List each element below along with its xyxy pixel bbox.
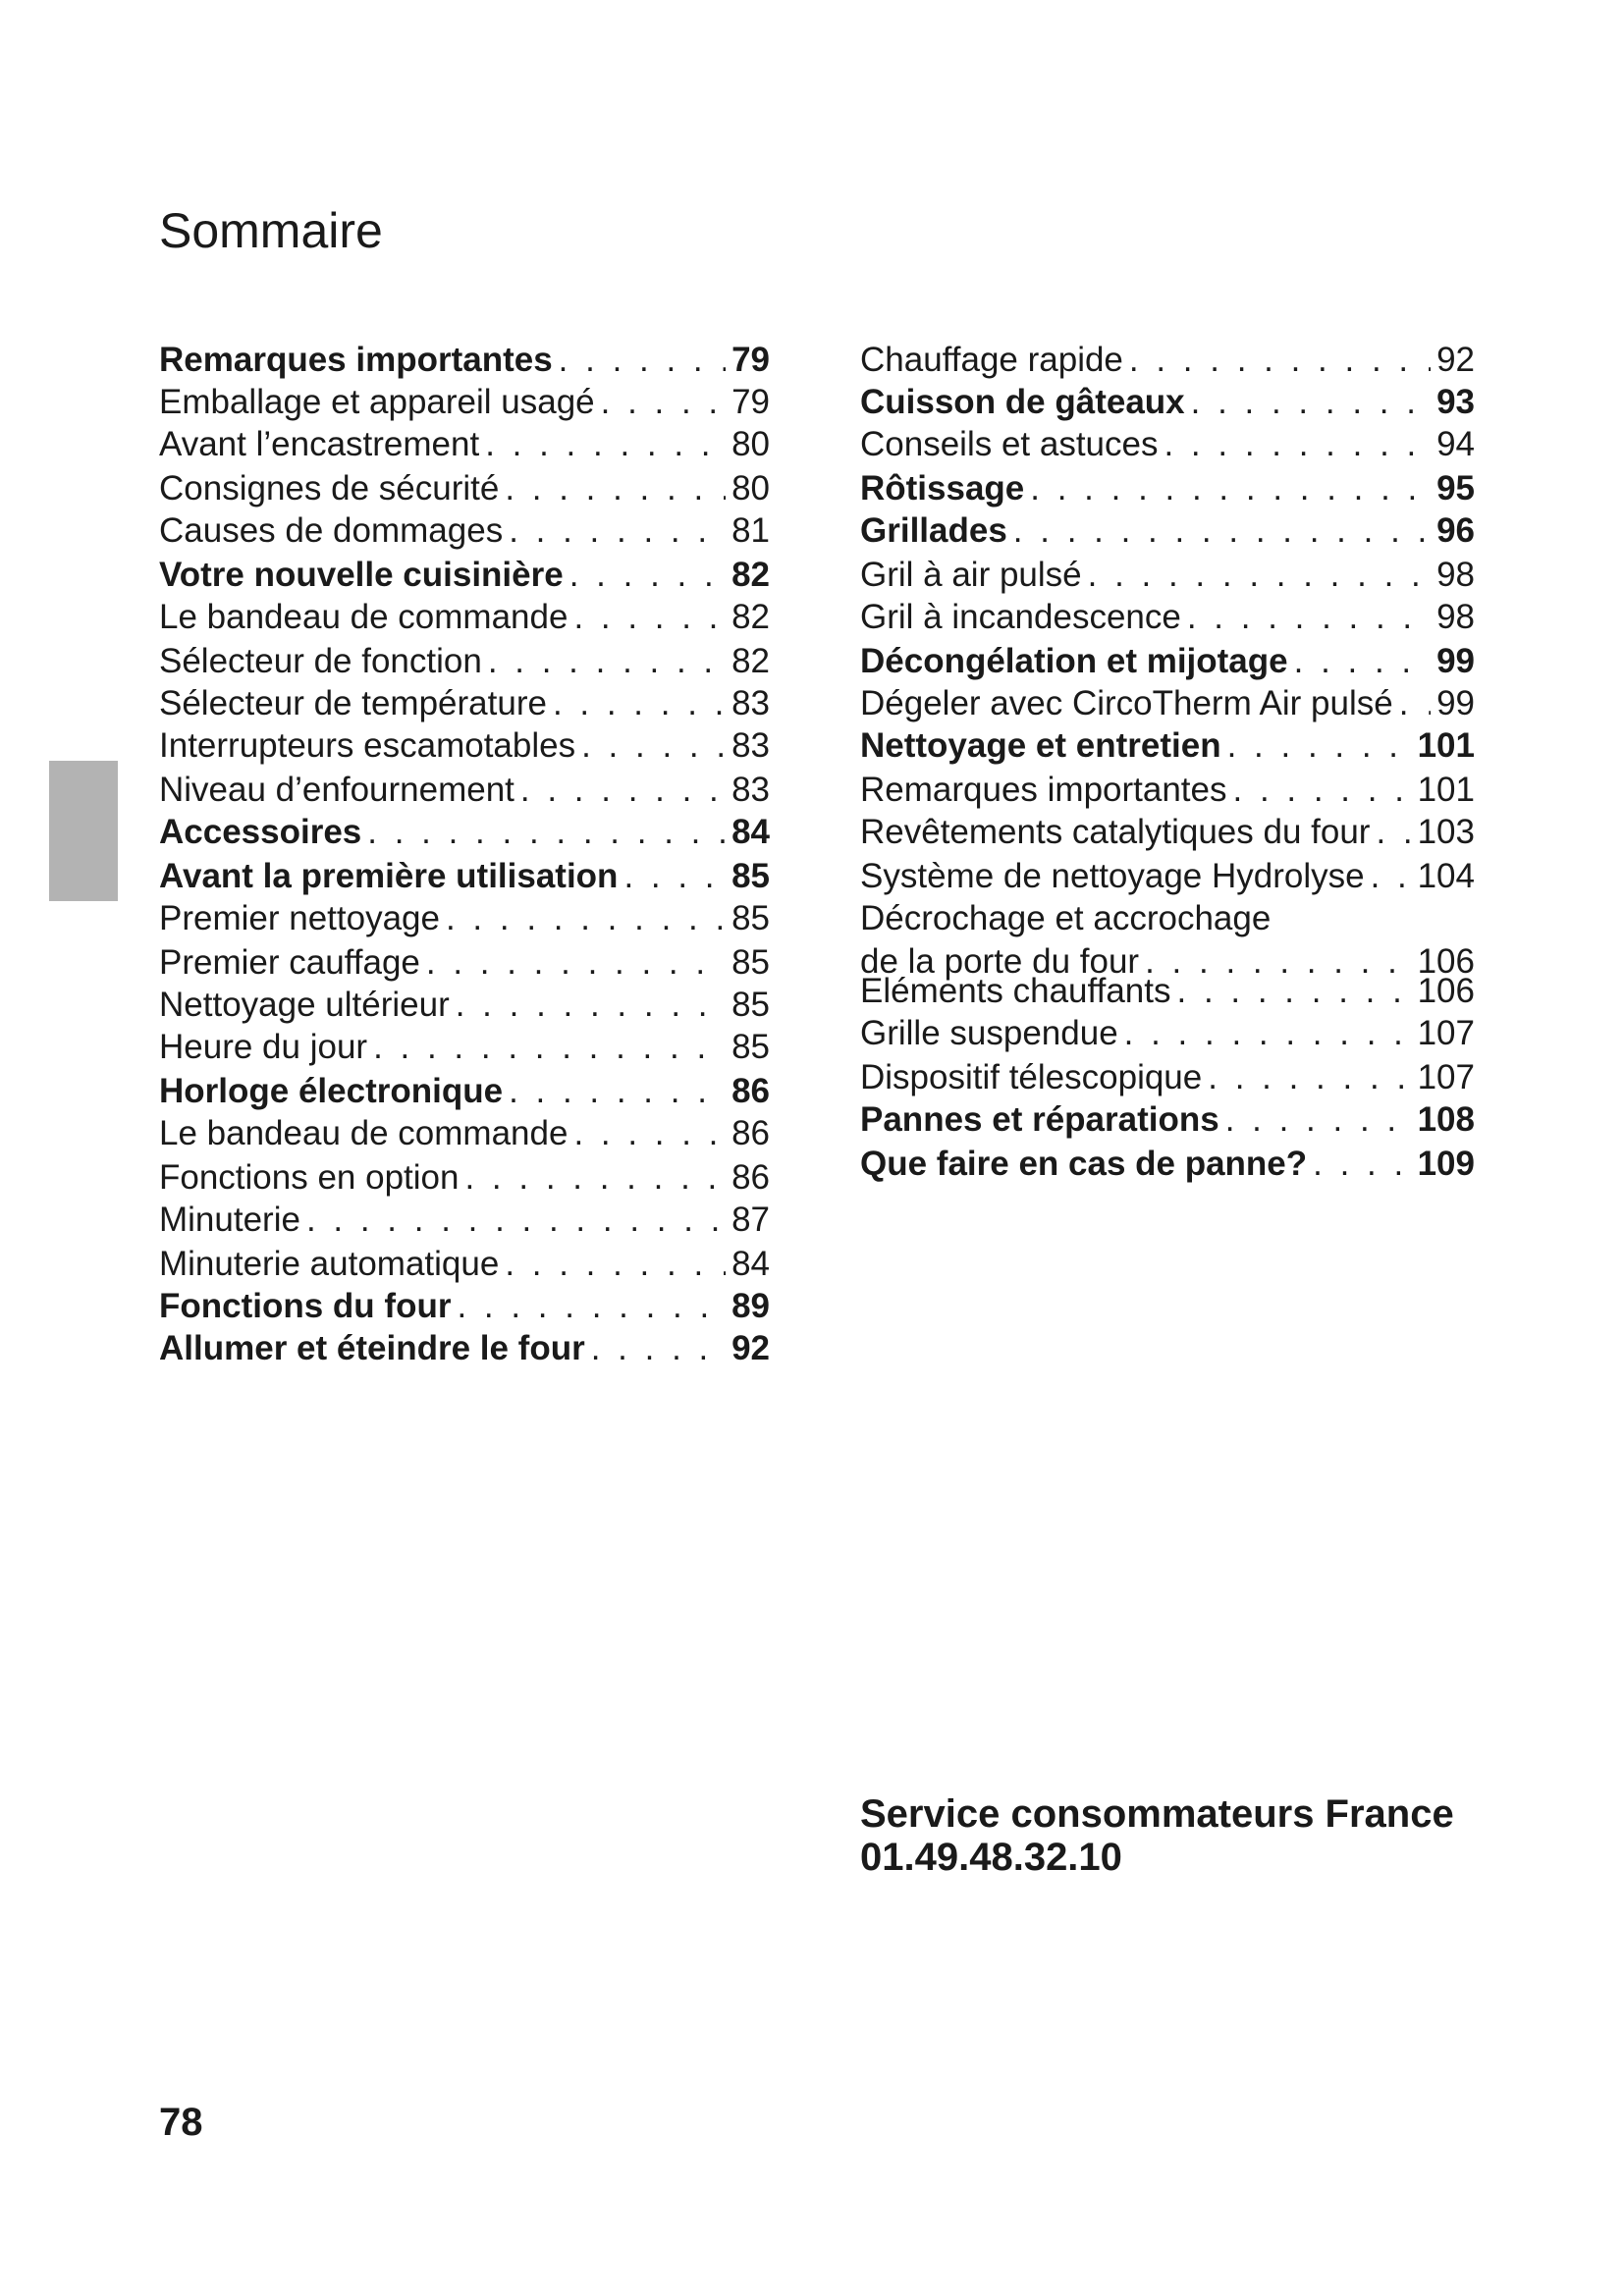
- toc-entry: [860, 554, 1475, 597]
- toc-entry-title: Niveau d’enfournement: [159, 771, 514, 809]
- toc-entry-title: Avant l’encastrement: [159, 425, 480, 463]
- toc-entry-title: Remarques importantes: [860, 771, 1227, 809]
- toc-entry: [860, 1143, 1475, 1186]
- toc-entry: [159, 596, 770, 639]
- toc-entry: [860, 769, 1475, 812]
- toc-entry-page: 107: [1417, 1014, 1475, 1052]
- toc-entry-title: Allumer et éteindre le four: [159, 1329, 585, 1367]
- toc-entry-page: 85: [731, 943, 770, 982]
- toc-entry: [159, 769, 770, 812]
- toc-entry-title: Conseils et astuces: [860, 425, 1159, 463]
- toc-leader-dots: [1030, 467, 1431, 510]
- toc-leader-dots: [373, 1026, 726, 1069]
- toc-entry-page: 99: [1436, 642, 1475, 680]
- toc-entry: [860, 1098, 1475, 1142]
- toc-entry-page: 106: [1417, 972, 1475, 1010]
- toc-leader-dots: [569, 554, 726, 597]
- toc-leader-dots: [1187, 596, 1431, 639]
- toc-entry-page: 79: [731, 383, 770, 421]
- toc-entry: [159, 724, 770, 768]
- toc-entry-page: 98: [1436, 598, 1475, 636]
- toc-entry-title: Gril à air pulsé: [860, 556, 1082, 594]
- toc-entry-page: 99: [1436, 684, 1475, 722]
- toc-entry: [159, 941, 770, 985]
- toc-entry-title: Eléments chauffants: [860, 972, 1171, 1010]
- toc-leader-dots: [1399, 682, 1431, 725]
- toc-leader-dots: [559, 339, 726, 382]
- toc-entry-title: Remarques importantes: [159, 341, 553, 379]
- toc-leader-dots: [573, 1112, 726, 1155]
- toc-leader-dots: [1129, 339, 1431, 382]
- toc-entry: [860, 1056, 1475, 1099]
- toc-entry-title: Fonctions du four: [159, 1287, 452, 1325]
- toc-entry: [860, 682, 1475, 725]
- toc-leader-dots: [1376, 811, 1411, 854]
- toc-entry: [860, 855, 1475, 898]
- toc-entry-title: Chauffage rapide: [860, 341, 1123, 379]
- customer-service-block: [860, 1792, 1454, 1879]
- toc-entry: [159, 1112, 770, 1155]
- page-title: Sommaire: [159, 203, 383, 258]
- toc-leader-dots: [1313, 1143, 1411, 1186]
- toc-entry-page: 92: [731, 1329, 770, 1367]
- toc-entry: [159, 984, 770, 1027]
- toc-entry-title: Dispositif télescopique: [860, 1058, 1203, 1096]
- toc-entry-page: 86: [731, 1114, 770, 1152]
- toc-entry-page: 101: [1417, 771, 1475, 809]
- toc-entry-page: 93: [1436, 383, 1475, 421]
- toc-leader-dots: [367, 811, 726, 854]
- toc-entry: [860, 339, 1475, 382]
- toc-leader-dots: [426, 941, 726, 985]
- toc-entry: [159, 897, 770, 940]
- toc-entry: [159, 640, 770, 683]
- toc-entry-title: Consignes de sécurité: [159, 469, 500, 507]
- toc-entry-page: 83: [731, 684, 770, 722]
- toc-entry-title: Gril à incandescence: [860, 598, 1181, 636]
- toc-entry-title: Grille suspendue: [860, 1014, 1118, 1052]
- toc-entry: [159, 1156, 770, 1200]
- customer-service-label: Service consommateurs France: [860, 1792, 1454, 1836]
- toc-entry: [860, 381, 1475, 424]
- toc-entry-page: 85: [731, 1028, 770, 1066]
- toc-entry: [860, 724, 1475, 768]
- toc-entry: [860, 423, 1475, 466]
- toc-entry-page: 82: [731, 598, 770, 636]
- toc-entry-title: Heure du jour: [159, 1028, 368, 1066]
- toc-entry: [860, 970, 1475, 1013]
- toc-leader-dots: [573, 596, 726, 639]
- toc-leader-dots: [509, 509, 726, 553]
- toc-entry-page: 86: [731, 1072, 770, 1110]
- toc-entry-title-continued: de la porte du four: [860, 942, 1140, 981]
- toc-entry: [159, 467, 770, 510]
- toc-entry-title: Premier cauffage: [159, 943, 420, 982]
- toc-entry-page: 84: [731, 1245, 770, 1283]
- toc-leader-dots: [509, 1070, 726, 1113]
- toc-entry-page: 80: [731, 469, 770, 507]
- toc-entry-title: Avant la première utilisation: [159, 857, 619, 895]
- toc-entry: [159, 554, 770, 597]
- toc-entry-page: 80: [731, 425, 770, 463]
- toc-leader-dots: [1088, 554, 1431, 597]
- toc-entry: [860, 509, 1475, 553]
- toc-entry: [860, 596, 1475, 639]
- toc-leader-dots: [485, 423, 726, 466]
- toc-leader-dots: [1371, 855, 1412, 898]
- toc-entry: [159, 423, 770, 466]
- toc-entry: [159, 855, 770, 898]
- toc-entry-title: Emballage et appareil usagé: [159, 383, 595, 421]
- toc-entry-title: Rôtissage: [860, 469, 1025, 507]
- toc-entry-title: Sélecteur de température: [159, 684, 547, 722]
- toc-entry: [159, 682, 770, 725]
- toc-entry-title: Horloge électronique: [159, 1072, 504, 1110]
- toc-entry-page: 106: [1417, 942, 1475, 981]
- toc-entry: [860, 1012, 1475, 1055]
- toc-entry-page: 83: [731, 726, 770, 765]
- toc-entry: [159, 1243, 770, 1286]
- toc-entry: [159, 509, 770, 553]
- toc-entry-page: 101: [1417, 726, 1475, 765]
- toc-entry-page: 107: [1417, 1058, 1475, 1096]
- toc-entry-page: 103: [1417, 813, 1475, 851]
- toc-leader-dots: [456, 984, 726, 1027]
- toc-entry-title: Le bandeau de commande: [159, 598, 568, 636]
- toc-entry-page: 84: [731, 813, 770, 851]
- toc-entry-title: Revêtements catalytiques du four: [860, 813, 1371, 851]
- toc-entry-title: Premier nettoyage: [159, 899, 440, 937]
- toc-leader-dots: [1227, 724, 1412, 768]
- toc-entry-page: 109: [1417, 1145, 1475, 1183]
- toc-leader-dots: [457, 1285, 726, 1328]
- toc-entry: [159, 811, 770, 854]
- toc-entry-title: Votre nouvelle cuisinière: [159, 556, 564, 594]
- toc-entry-title: Accessoires: [159, 813, 362, 851]
- customer-service-phone: 01.49.48.32.10: [860, 1836, 1122, 1879]
- page-number: 78: [159, 2101, 203, 2144]
- toc-leader-dots: [520, 769, 726, 812]
- toc-leader-dots: [1013, 509, 1431, 553]
- toc-entry-page: 79: [731, 341, 770, 379]
- toc-entry-page: 92: [1436, 341, 1475, 379]
- toc-leader-dots: [1191, 381, 1431, 424]
- toc-entry-title: Minuterie: [159, 1201, 300, 1239]
- toc-entry-page: 98: [1436, 556, 1475, 594]
- toc-entry-title: Interrupteurs escamotables: [159, 726, 576, 765]
- toc-entry-page: 95: [1436, 469, 1475, 507]
- toc-entry-title: Décongélation et mijotage: [860, 642, 1288, 680]
- toc-entry: [159, 1199, 770, 1242]
- toc-entry-page: 87: [731, 1201, 770, 1239]
- toc-entry-page: 85: [731, 857, 770, 895]
- toc-entry-title: Grillades: [860, 511, 1007, 550]
- toc-leader-dots: [1208, 1056, 1411, 1099]
- toc-leader-dots: [505, 1243, 726, 1286]
- toc-entry: [159, 1285, 770, 1328]
- toc-entry-page: 83: [731, 771, 770, 809]
- toc-entry: [860, 467, 1475, 510]
- toc-leader-dots: [505, 467, 726, 510]
- toc-entry-title: Que faire en cas de panne?: [860, 1145, 1308, 1183]
- toc-entry-page: 108: [1417, 1100, 1475, 1139]
- toc-leader-dots: [601, 381, 726, 424]
- toc-entry-page: 81: [731, 511, 770, 550]
- toc-entry-page: 85: [731, 899, 770, 937]
- toc-entry-page: 89: [731, 1287, 770, 1325]
- toc-entry-page: 96: [1436, 511, 1475, 550]
- toc-entry-title: Décrochage et accrochage: [860, 899, 1272, 937]
- toc-leader-dots: [464, 1156, 726, 1200]
- toc-leader-dots: [306, 1199, 726, 1242]
- toc-leader-dots: [1233, 769, 1412, 812]
- toc-entry-title: Système de nettoyage Hydrolyse: [860, 857, 1365, 895]
- toc-entry-title: Pannes et réparations: [860, 1100, 1219, 1139]
- toc-leader-dots: [553, 682, 726, 725]
- toc-entry-title: Dégeler avec CircoTherm Air pulsé: [860, 684, 1393, 722]
- toc-leader-dots: [488, 640, 726, 683]
- toc-entry-page: 104: [1417, 857, 1475, 895]
- toc-entry-title: Nettoyage et entretien: [860, 726, 1221, 765]
- toc-entry-page: 82: [731, 642, 770, 680]
- toc-entry-title: Causes de dommages: [159, 511, 504, 550]
- toc-leader-dots: [1177, 970, 1412, 1013]
- toc-leader-dots: [1164, 423, 1431, 466]
- toc-entry-title: Nettoyage ultérieur: [159, 986, 450, 1024]
- toc-leader-dots: [1124, 1012, 1412, 1055]
- toc-entry: [159, 1327, 770, 1370]
- toc-entry-title: Sélecteur de fonction: [159, 642, 482, 680]
- toc-leader-dots: [581, 724, 726, 768]
- toc-entry: [159, 339, 770, 382]
- toc-entry-title: Minuterie automatique: [159, 1245, 500, 1283]
- toc-entry-page: 86: [731, 1158, 770, 1197]
- toc-entry-page: 94: [1436, 425, 1475, 463]
- toc-entry: [860, 640, 1475, 683]
- toc-entry: [159, 1026, 770, 1069]
- toc-entry-page: 85: [731, 986, 770, 1024]
- toc-entry: [159, 381, 770, 424]
- toc-leader-dots: [1294, 640, 1431, 683]
- toc-leader-dots: [446, 897, 726, 940]
- toc-leader-dots: [1225, 1098, 1412, 1142]
- toc-entry: [860, 811, 1475, 854]
- toc-leader-dots: [591, 1327, 726, 1370]
- toc-leader-dots: [623, 855, 726, 898]
- toc-entry-title: Le bandeau de commande: [159, 1114, 568, 1152]
- toc-entry: [159, 1070, 770, 1113]
- section-tab-marker: [49, 761, 118, 901]
- toc-entry-title: Fonctions en option: [159, 1158, 460, 1197]
- toc-entry-page: 82: [731, 556, 770, 594]
- toc-entry-title: Cuisson de gâteaux: [860, 383, 1185, 421]
